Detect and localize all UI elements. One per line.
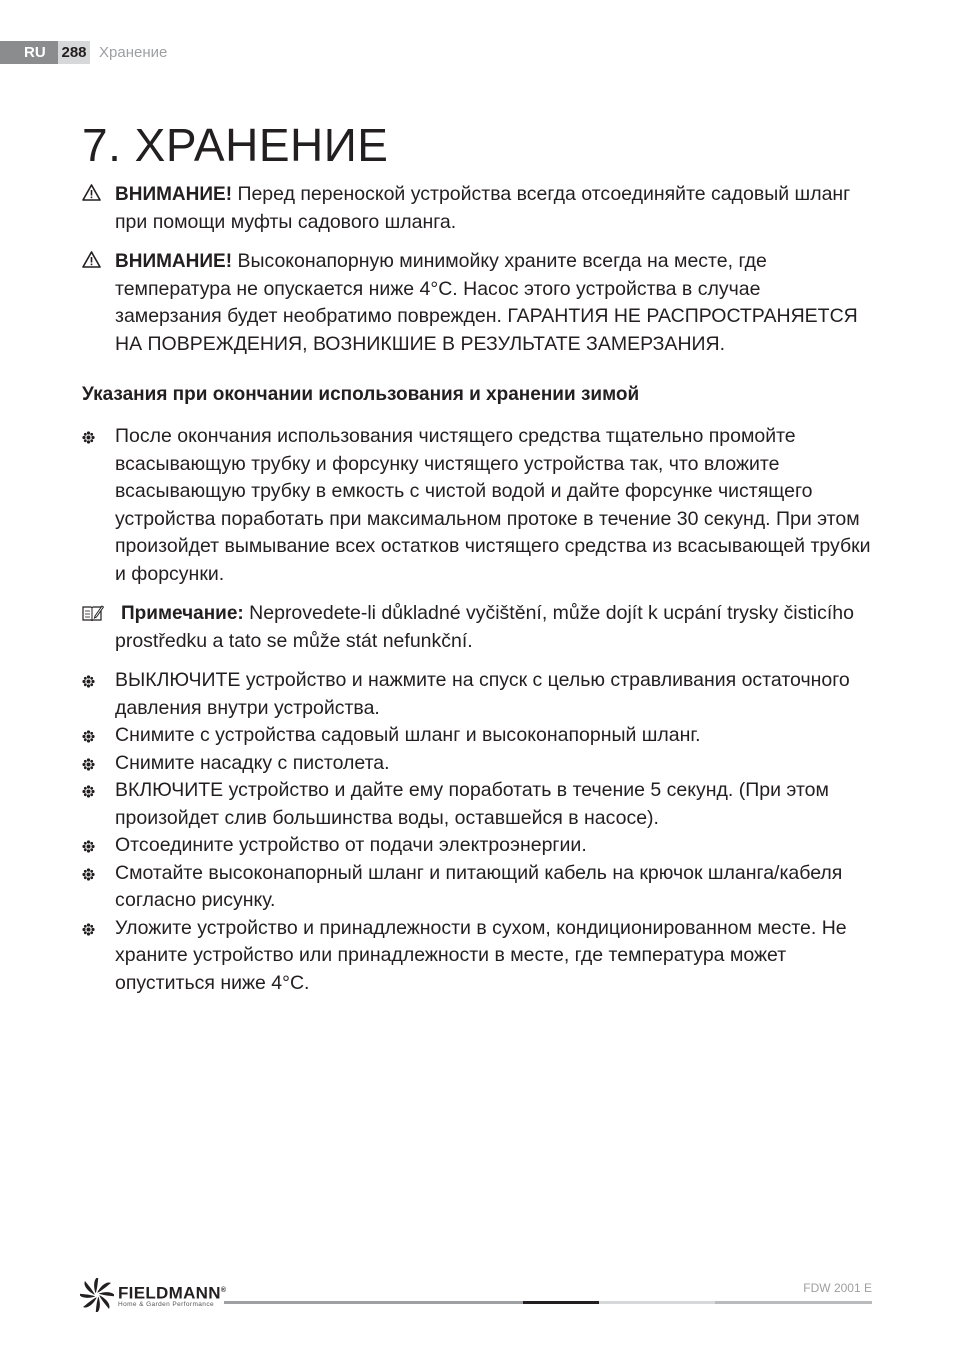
model-number: FDW 2001 E [803,1281,872,1295]
list-item [82,750,872,778]
list-item-text: Снимите насадку с пистолета. [115,751,390,774]
page-header [0,41,167,64]
warning-label: ВНИМАНИЕ! [115,184,233,205]
list-item [82,832,872,860]
footer-rule-segment [523,1301,599,1304]
section-name: Хранение [99,44,168,61]
footer-rule-segment [599,1301,715,1304]
flower-bullet-icon [82,840,95,853]
list-item [82,777,872,832]
warning-label: ВНИМАНИЕ! [115,251,233,272]
note-block [82,600,872,655]
language-tag: RU [0,41,58,64]
brand-logo [80,1278,226,1312]
note-book-icon [82,604,104,622]
flower-bullet-icon [82,431,95,444]
warning-block-2 [82,248,872,358]
list-item-text: Уложите устройство и принадлежности в сухом, кондиционированном месте. Не храните устройство или принадлежности в месте, где температура может опуститься ниже 4°C. [115,916,847,994]
list-item-text: Отсоедините устройство от подачи электроэнергии. [115,834,587,856]
warning-body: Перед переноской устройства всегда отсоединяйте садовый шланг при помощи муфты садового шланга. [115,183,851,233]
note-body: Neprovedete-li důkladné vyčištění, může dojít k ucpání trysky čisticího prostředku a tato se může stát nefunkční. [115,602,854,652]
list-item-text: ВКЛЮЧИТЕ устройство и дайте ему поработать в течение 5 секунд. (При этом произойдет слив большинства воды, оставшейся в насосе). [115,779,829,829]
fan-logo-icon [80,1278,114,1312]
instruction-list-1 [82,423,872,588]
list-item [82,860,872,915]
trademark-mark: ® [220,1286,227,1294]
flower-bullet-icon [82,923,95,936]
brand-name [118,1282,226,1302]
flower-bullet-icon [82,868,95,881]
note-label: Примечание: [121,603,244,624]
warning-block-1 [82,181,872,236]
brand-wordmark: FIELDMANN [118,1283,221,1303]
warning-triangle-icon [82,251,101,268]
footer-rule-segment [715,1301,872,1304]
flower-bullet-icon [82,675,95,688]
list-item-text: После окончания использования чистящего средства тщательно промойте всасывающую трубку и форсунку чистящего устройства так, что вложите всасывающую трубку в емкость с чистой водой и дайте форсунке чистящего устройства поработать при максимальном протоке в течение 30 секунд. При этом произойдет вымывание всех остатков чистящего средства из всасывающей трубки и форсунки. [115,425,871,585]
warning-text [115,248,872,358]
list-item [82,423,872,588]
page-number: 288 [58,41,90,64]
list-item [82,667,872,722]
list-item-text: Снимите с устройства садовый шланг и высоконапорный шланг. [115,724,701,746]
warning-text [115,181,872,236]
section-subheading: Указания при окончании использования и хранении зимой [82,384,640,405]
footer-rule-segment [224,1301,523,1304]
warning-body: Высоконапорную минимойку храните всегда на месте, где температура не опускается ниже 4°C. Насос этого устройства в случае замерзания будет необратимо поврежден. ГАРАНТИЯ НЕ РАСПРОСТРАНЯЕТСЯ НА ПОВРЕЖДЕНИЯ, ВОЗНИКШИЕ В РЕЗУЛЬТАТЕ ЗАМЕРЗАНИЯ. [115,250,858,355]
flower-bullet-icon [82,758,95,771]
page-title: 7. ХРАНЕНИЕ [82,119,389,171]
list-item [82,915,872,998]
list-item-text: Смотайте высоконапорный шланг и питающий кабель на крючок шланга/кабеля согласно рисунку. [115,861,843,911]
list-item-text: ВЫКЛЮЧИТЕ устройство и нажмите на спуск с целью стравливания остаточного давления внутри устройства. [115,669,850,719]
note-text [115,600,872,655]
flower-bullet-icon [82,785,95,798]
brand-tagline: Home & Garden Performance [118,1301,214,1309]
flower-bullet-icon [82,730,95,743]
instruction-list-2 [82,667,872,997]
list-item [82,722,872,750]
warning-triangle-icon [82,184,101,201]
